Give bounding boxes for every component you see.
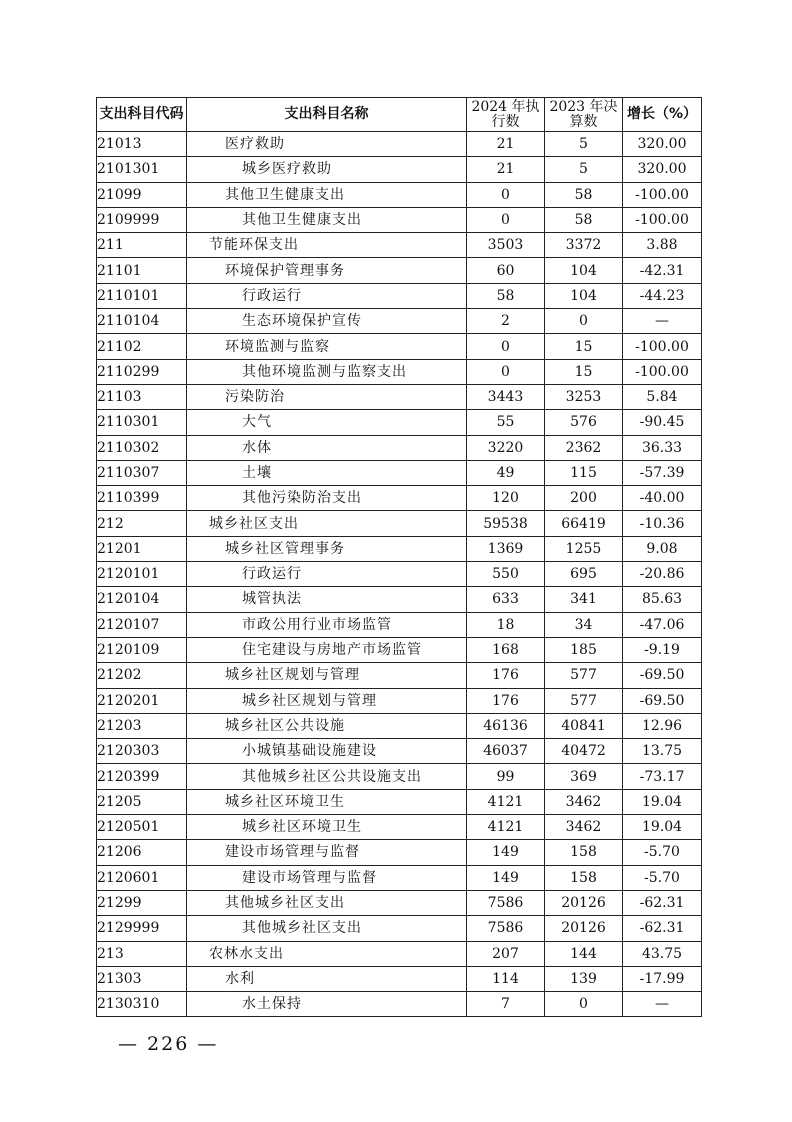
cell-code: 2101301 [97, 157, 187, 182]
table-row [97, 612, 702, 637]
cell-code: 2110399 [97, 486, 187, 511]
cell-exec-2024: 207 [467, 941, 545, 966]
cell-exec-2024: 60 [467, 258, 545, 283]
cell-growth: -62.31 [623, 890, 702, 915]
cell-exec-2024: 114 [467, 966, 545, 991]
cell-growth: -69.50 [623, 688, 702, 713]
cell-final-2023: 185 [545, 637, 623, 662]
table-body [97, 132, 702, 1017]
cell-final-2023: 577 [545, 688, 623, 713]
cell-final-2023: 20126 [545, 890, 623, 915]
cell-code: 212 [97, 511, 187, 536]
cell-exec-2024: 7586 [467, 916, 545, 941]
cell-exec-2024: 4121 [467, 789, 545, 814]
cell-code: 2120501 [97, 815, 187, 840]
cell-growth: -90.45 [623, 410, 702, 435]
cell-growth: -100.00 [623, 207, 702, 232]
cell-exec-2024: 55 [467, 410, 545, 435]
cell-name: 住宅建设与房地产市场监管 [187, 637, 467, 662]
cell-code: 21303 [97, 966, 187, 991]
table-row [97, 283, 702, 308]
cell-final-2023: 1255 [545, 536, 623, 561]
cell-name: 大气 [187, 410, 467, 435]
cell-code: 2110307 [97, 460, 187, 485]
cell-code: 21201 [97, 536, 187, 561]
cell-code: 2129999 [97, 916, 187, 941]
cell-code: 21299 [97, 890, 187, 915]
cell-exec-2024: 59538 [467, 511, 545, 536]
table-row [97, 688, 702, 713]
cell-name: 医疗救助 [187, 132, 467, 157]
cell-exec-2024: 168 [467, 637, 545, 662]
cell-final-2023: 58 [545, 207, 623, 232]
cell-exec-2024: 0 [467, 182, 545, 207]
header-growth: 增长（%） [623, 98, 702, 132]
table-row [97, 587, 702, 612]
table-header-row [97, 98, 702, 132]
cell-exec-2024: 0 [467, 359, 545, 384]
cell-name: 环境监测与监察 [187, 334, 467, 359]
cell-name: 其他环境监测与监察支出 [187, 359, 467, 384]
cell-name: 行政运行 [187, 562, 467, 587]
cell-name: 城管执法 [187, 587, 467, 612]
cell-code: 2120399 [97, 764, 187, 789]
cell-growth: 3.88 [623, 233, 702, 258]
table-row [97, 992, 702, 1017]
cell-growth: 19.04 [623, 815, 702, 840]
cell-name: 其他城乡社区公共设施支出 [187, 764, 467, 789]
cell-name: 污染防治 [187, 384, 467, 409]
cell-exec-2024: 4121 [467, 815, 545, 840]
table-row [97, 132, 702, 157]
table-row [97, 916, 702, 941]
cell-code: 2109999 [97, 207, 187, 232]
cell-growth: 9.08 [623, 536, 702, 561]
cell-growth: -100.00 [623, 334, 702, 359]
cell-growth: -62.31 [623, 916, 702, 941]
table-row [97, 637, 702, 662]
cell-growth: 12.96 [623, 713, 702, 738]
cell-final-2023: 695 [545, 562, 623, 587]
cell-code: 2110302 [97, 435, 187, 460]
cell-growth: -10.36 [623, 511, 702, 536]
cell-final-2023: 577 [545, 663, 623, 688]
cell-name: 其他城乡社区支出 [187, 890, 467, 915]
cell-growth: -57.39 [623, 460, 702, 485]
cell-exec-2024: 149 [467, 865, 545, 890]
cell-growth: -20.86 [623, 562, 702, 587]
cell-final-2023: 200 [545, 486, 623, 511]
cell-final-2023: 369 [545, 764, 623, 789]
cell-code: 2120107 [97, 612, 187, 637]
table-row [97, 663, 702, 688]
cell-code: 2110301 [97, 410, 187, 435]
cell-code: 21202 [97, 663, 187, 688]
cell-name: 其他卫生健康支出 [187, 207, 467, 232]
cell-growth: 320.00 [623, 157, 702, 182]
table-row [97, 536, 702, 561]
cell-exec-2024: 46037 [467, 739, 545, 764]
cell-code: 2110299 [97, 359, 187, 384]
cell-code: 2120109 [97, 637, 187, 662]
cell-code: 2110104 [97, 309, 187, 334]
cell-exec-2024: 46136 [467, 713, 545, 738]
cell-final-2023: 3253 [545, 384, 623, 409]
cell-final-2023: 66419 [545, 511, 623, 536]
cell-exec-2024: 550 [467, 562, 545, 587]
cell-growth: 85.63 [623, 587, 702, 612]
table-row [97, 233, 702, 258]
cell-growth: -73.17 [623, 764, 702, 789]
cell-growth: 13.75 [623, 739, 702, 764]
cell-growth: -42.31 [623, 258, 702, 283]
cell-growth: -5.70 [623, 865, 702, 890]
header-name: 支出科目名称 [187, 98, 467, 132]
cell-code: 21102 [97, 334, 187, 359]
cell-code: 21205 [97, 789, 187, 814]
cell-code: 2120201 [97, 688, 187, 713]
cell-exec-2024: 0 [467, 334, 545, 359]
cell-final-2023: 0 [545, 309, 623, 334]
cell-growth: -9.19 [623, 637, 702, 662]
cell-name: 城乡社区规划与管理 [187, 688, 467, 713]
table-row [97, 157, 702, 182]
table-row [97, 865, 702, 890]
table-row [97, 207, 702, 232]
cell-exec-2024: 3443 [467, 384, 545, 409]
cell-final-2023: 341 [545, 587, 623, 612]
cell-final-2023: 144 [545, 941, 623, 966]
cell-exec-2024: 633 [467, 587, 545, 612]
cell-exec-2024: 120 [467, 486, 545, 511]
table-row [97, 309, 702, 334]
cell-name: 其他卫生健康支出 [187, 182, 467, 207]
cell-final-2023: 5 [545, 132, 623, 157]
cell-exec-2024: 2 [467, 309, 545, 334]
table-row [97, 890, 702, 915]
cell-growth: -40.00 [623, 486, 702, 511]
cell-growth: 36.33 [623, 435, 702, 460]
table-row [97, 359, 702, 384]
cell-exec-2024: 176 [467, 663, 545, 688]
cell-code: 2130310 [97, 992, 187, 1017]
header-code: 支出科目代码 [97, 98, 187, 132]
cell-final-2023: 58 [545, 182, 623, 207]
cell-name: 节能环保支出 [187, 233, 467, 258]
cell-code: 21103 [97, 384, 187, 409]
header-exec-2024: 2024 年执行数 [467, 98, 545, 132]
cell-growth: -44.23 [623, 283, 702, 308]
cell-growth: -100.00 [623, 182, 702, 207]
cell-growth: -69.50 [623, 663, 702, 688]
table-row [97, 182, 702, 207]
cell-final-2023: 3462 [545, 789, 623, 814]
cell-code: 2120303 [97, 739, 187, 764]
table-row [97, 789, 702, 814]
cell-growth: — [623, 309, 702, 334]
table-row [97, 562, 702, 587]
cell-name: 生态环境保护宣传 [187, 309, 467, 334]
cell-final-2023: 20126 [545, 916, 623, 941]
table-row [97, 739, 702, 764]
table-row [97, 941, 702, 966]
cell-name: 水土保持 [187, 992, 467, 1017]
cell-code: 21203 [97, 713, 187, 738]
cell-final-2023: 158 [545, 865, 623, 890]
table-row [97, 511, 702, 536]
cell-code: 21099 [97, 182, 187, 207]
cell-name: 环境保护管理事务 [187, 258, 467, 283]
cell-growth: -5.70 [623, 840, 702, 865]
cell-name: 农林水支出 [187, 941, 467, 966]
table-row [97, 384, 702, 409]
cell-code: 21206 [97, 840, 187, 865]
cell-exec-2024: 18 [467, 612, 545, 637]
cell-exec-2024: 3220 [467, 435, 545, 460]
table-row [97, 815, 702, 840]
cell-exec-2024: 99 [467, 764, 545, 789]
cell-name: 城乡社区规划与管理 [187, 663, 467, 688]
cell-code: 2120104 [97, 587, 187, 612]
cell-exec-2024: 149 [467, 840, 545, 865]
cell-name: 城乡社区环境卫生 [187, 789, 467, 814]
table-row [97, 334, 702, 359]
cell-code: 211 [97, 233, 187, 258]
table-row [97, 713, 702, 738]
table-row [97, 410, 702, 435]
table-row [97, 435, 702, 460]
cell-final-2023: 3372 [545, 233, 623, 258]
cell-exec-2024: 176 [467, 688, 545, 713]
cell-growth: 5.84 [623, 384, 702, 409]
cell-name: 水体 [187, 435, 467, 460]
cell-final-2023: 40472 [545, 739, 623, 764]
cell-final-2023: 115 [545, 460, 623, 485]
cell-name: 城乡医疗救助 [187, 157, 467, 182]
cell-final-2023: 34 [545, 612, 623, 637]
cell-name: 城乡社区环境卫生 [187, 815, 467, 840]
cell-name: 城乡社区支出 [187, 511, 467, 536]
cell-exec-2024: 21 [467, 157, 545, 182]
table-row [97, 764, 702, 789]
cell-growth: 19.04 [623, 789, 702, 814]
cell-name: 城乡社区管理事务 [187, 536, 467, 561]
cell-name: 水利 [187, 966, 467, 991]
cell-final-2023: 0 [545, 992, 623, 1017]
table-row [97, 460, 702, 485]
cell-exec-2024: 1369 [467, 536, 545, 561]
cell-exec-2024: 21 [467, 132, 545, 157]
table-row [97, 486, 702, 511]
cell-code: 2110101 [97, 283, 187, 308]
expenditure-table [96, 97, 702, 1017]
cell-name: 其他污染防治支出 [187, 486, 467, 511]
cell-final-2023: 104 [545, 258, 623, 283]
cell-final-2023: 2362 [545, 435, 623, 460]
cell-name: 建设市场管理与监督 [187, 840, 467, 865]
cell-name: 土壤 [187, 460, 467, 485]
cell-exec-2024: 0 [467, 207, 545, 232]
cell-name: 市政公用行业市场监管 [187, 612, 467, 637]
cell-final-2023: 3462 [545, 815, 623, 840]
page-number: — 226 — [118, 1033, 219, 1055]
header-final-2023: 2023 年决算数 [545, 98, 623, 132]
cell-code: 21101 [97, 258, 187, 283]
cell-growth: 43.75 [623, 941, 702, 966]
cell-exec-2024: 7586 [467, 890, 545, 915]
cell-growth: -17.99 [623, 966, 702, 991]
cell-growth: -47.06 [623, 612, 702, 637]
cell-name: 城乡社区公共设施 [187, 713, 467, 738]
cell-final-2023: 5 [545, 157, 623, 182]
cell-growth: -100.00 [623, 359, 702, 384]
cell-final-2023: 139 [545, 966, 623, 991]
cell-name: 建设市场管理与监督 [187, 865, 467, 890]
table-row [97, 258, 702, 283]
cell-exec-2024: 3503 [467, 233, 545, 258]
cell-code: 2120601 [97, 865, 187, 890]
cell-final-2023: 158 [545, 840, 623, 865]
cell-code: 2120101 [97, 562, 187, 587]
cell-growth: 320.00 [623, 132, 702, 157]
cell-growth: — [623, 992, 702, 1017]
cell-code: 213 [97, 941, 187, 966]
cell-exec-2024: 7 [467, 992, 545, 1017]
table-row [97, 840, 702, 865]
cell-code: 21013 [97, 132, 187, 157]
cell-final-2023: 104 [545, 283, 623, 308]
cell-exec-2024: 49 [467, 460, 545, 485]
cell-final-2023: 15 [545, 334, 623, 359]
cell-final-2023: 40841 [545, 713, 623, 738]
cell-name: 其他城乡社区支出 [187, 916, 467, 941]
cell-name: 小城镇基础设施建设 [187, 739, 467, 764]
cell-exec-2024: 58 [467, 283, 545, 308]
cell-name: 行政运行 [187, 283, 467, 308]
cell-final-2023: 576 [545, 410, 623, 435]
cell-final-2023: 15 [545, 359, 623, 384]
table-row [97, 966, 702, 991]
